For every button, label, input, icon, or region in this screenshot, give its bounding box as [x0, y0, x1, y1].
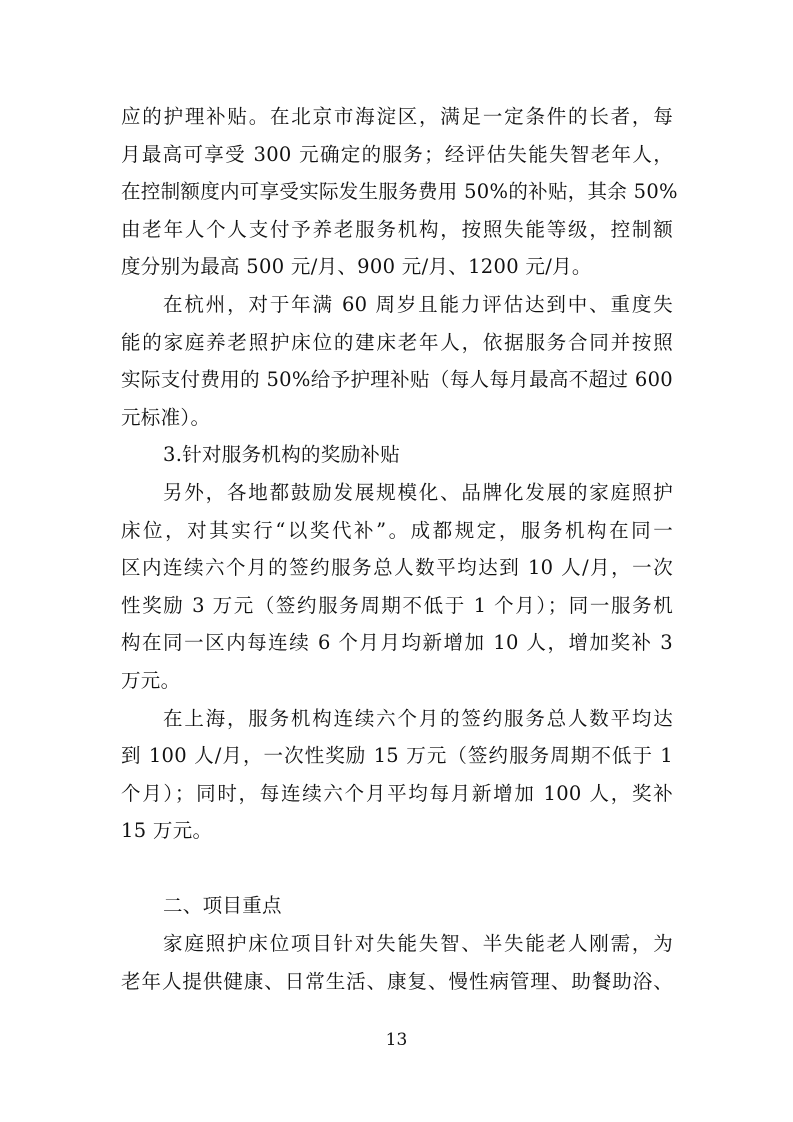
paragraph-start-line: 在上海，服务机构连续六个月的签约服务总人数平均达	[163, 706, 673, 730]
section-subheading: 3.针对服务机构的奖励补贴	[163, 443, 401, 467]
text-line: 到 100 人/月，一次性奖励 15 万元（签约服务周期不低于 1	[121, 744, 673, 768]
text-line: 个月）；同时，每连续六个月平均每月新增加 100 人，奖补	[121, 781, 673, 805]
text-line: 性奖励 3 万元（签约服务周期不低于 1 个月）；同一服务机	[121, 593, 673, 617]
text-line: 由老年人个人支付予养老服务机构，按照失能等级，控制额	[121, 217, 673, 241]
section-heading: 二、项目重点	[163, 894, 282, 918]
text-line: 能的家庭养老照护床位的建床老年人，依据服务合同并按照	[121, 330, 673, 354]
text-line: 度分别为最高 500 元/月、900 元/月、1200 元/月。	[121, 255, 592, 279]
text-line: 15 万元。	[121, 819, 213, 843]
text-line: 应的护理补贴。在北京市海淀区，满足一定条件的长者，每	[121, 105, 673, 128]
text-line: 老年人提供健康、日常生活、康复、慢性病管理、助餐助浴、	[121, 969, 673, 993]
text-line: 在控制额度内可享受实际发生服务费用 50%的补贴，其余 50%	[121, 180, 678, 204]
paragraph-start-line: 家庭照护床位项目针对失能失智、半失能老人刚需，为	[163, 932, 673, 956]
blank-line	[121, 850, 673, 888]
text-line: 万元。	[121, 668, 181, 692]
document-body	[121, 98, 678, 1000]
text-line: 构在同一区内每连续 6 个月月均新增加 10 人，增加奖补 3	[121, 631, 673, 655]
text-line: 元标准）。	[121, 405, 211, 429]
paragraph-start-line: 在杭州，对于年满 60 周岁且能力评估达到中、重度失	[163, 292, 673, 316]
paragraph-start-line: 另外，各地都鼓励发展规模化、品牌化发展的家庭照护	[163, 480, 673, 504]
page-number: 13	[385, 1030, 408, 1050]
text-line: 实际支付费用的 50%给予护理补贴（每人每月最高不超过 600	[121, 368, 673, 392]
text-line: 区内连续六个月的签约服务总人数平均达到 10 人/月，一次	[121, 556, 673, 580]
text-line: 床位，对其实行“以奖代补”。成都规定，服务机构在同一	[121, 518, 673, 542]
text-line: 月最高可享受 300 元确定的服务；经评估失能失智老年人，	[121, 142, 673, 166]
